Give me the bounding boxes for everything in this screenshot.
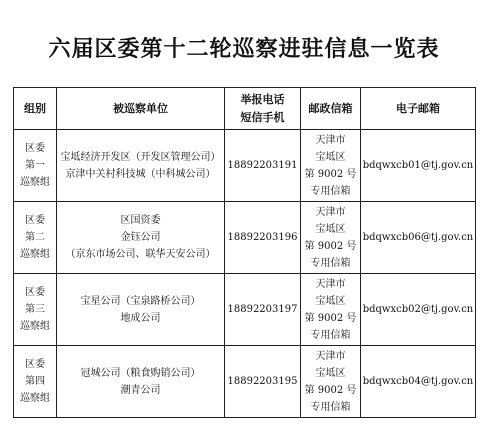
group-line: 巡察组 [20, 249, 50, 260]
page-title: 六届区委第十二轮巡察进驻信息一览表 [48, 36, 440, 62]
group-line: 第三 [25, 304, 45, 315]
table-row [14, 274, 476, 346]
mail-cell [301, 274, 361, 346]
group-line: 第四 [25, 376, 45, 387]
table-row [14, 130, 476, 202]
group-line: 区委 [25, 215, 45, 226]
mail-line: 专用信箱 [310, 329, 351, 341]
mail-line: 专用信箱 [310, 185, 351, 197]
email-cell: bdqwxcb01@tj.gov.cn [361, 130, 476, 202]
phone-cell: 18892203197 [225, 274, 301, 346]
group-line: 区委 [25, 287, 45, 298]
mail-cell [301, 130, 361, 202]
group-line: 巡察组 [20, 321, 50, 332]
email-cell: bdqwxcb06@tj.gov.cn [361, 202, 476, 274]
mail-line: 宝坻区 [315, 223, 346, 235]
mail-line: 专用信箱 [310, 401, 351, 413]
mail-line: 宝坻区 [315, 151, 346, 163]
header-phone [225, 88, 301, 130]
unit-line: （京东市场公司、联华天安公司） [65, 249, 216, 260]
phone-cell: 18892203195 [225, 346, 301, 418]
unit-line: 京津中关村科技城（中科城公司） [65, 168, 216, 180]
phone-cell: 18892203196 [225, 202, 301, 274]
unit-cell [57, 202, 225, 274]
header-email: 电子邮箱 [361, 88, 476, 130]
inspection-info-table [13, 87, 476, 418]
mail-line: 天津市 [315, 134, 346, 146]
header-mail: 邮政信箱 [301, 88, 361, 130]
group-line: 巡察组 [20, 177, 50, 188]
unit-line: 宝星公司（宝泉路桥公司） [80, 295, 201, 307]
table-header-row [14, 88, 476, 130]
header-unit: 被巡察单位 [57, 88, 225, 130]
unit-line: 潮青公司 [120, 384, 161, 396]
group-line: 区委 [25, 359, 45, 370]
header-phone-line-2: 短信手机 [240, 110, 285, 124]
mail-cell [301, 202, 361, 274]
unit-line: 宝坻经济开发区（开发区管理公司） [60, 151, 221, 163]
mail-line: 专用信箱 [310, 257, 351, 269]
mail-line: 第 9002 号 [304, 168, 357, 180]
group-line: 第二 [25, 232, 45, 243]
mail-line: 第 9002 号 [304, 312, 357, 324]
unit-line: 金钰公司 [120, 232, 161, 243]
group-cell [14, 130, 57, 202]
phone-cell: 18892203191 [225, 130, 301, 202]
header-group: 组别 [14, 88, 57, 130]
unit-cell [57, 274, 225, 346]
mail-line: 宝坻区 [315, 295, 346, 307]
mail-line: 天津市 [315, 206, 346, 218]
unit-line: 冠城公司（粮食购销公司） [80, 367, 201, 379]
table-row [14, 346, 476, 418]
group-cell [14, 202, 57, 274]
group-line: 区委 [25, 143, 45, 154]
group-cell [14, 274, 57, 346]
unit-cell [57, 346, 225, 418]
unit-line: 地成公司 [120, 312, 161, 324]
mail-line: 天津市 [315, 278, 346, 290]
group-cell [14, 346, 57, 418]
email-cell: bdqwxcb04@tj.gov.cn [361, 346, 476, 418]
mail-line: 第 9002 号 [304, 384, 357, 396]
group-line: 巡察组 [20, 393, 50, 404]
table-row [14, 202, 476, 274]
mail-line: 天津市 [315, 350, 346, 362]
mail-cell [301, 346, 361, 418]
email-cell: bdqwxcb02@tj.gov.cn [361, 274, 476, 346]
mail-line: 宝坻区 [315, 367, 346, 379]
group-line: 第一 [25, 160, 45, 171]
unit-cell [57, 130, 225, 202]
unit-line: 区国资委 [120, 215, 161, 226]
header-phone-line-1: 举报电话 [240, 92, 285, 106]
mail-line: 第 9002 号 [304, 240, 357, 252]
